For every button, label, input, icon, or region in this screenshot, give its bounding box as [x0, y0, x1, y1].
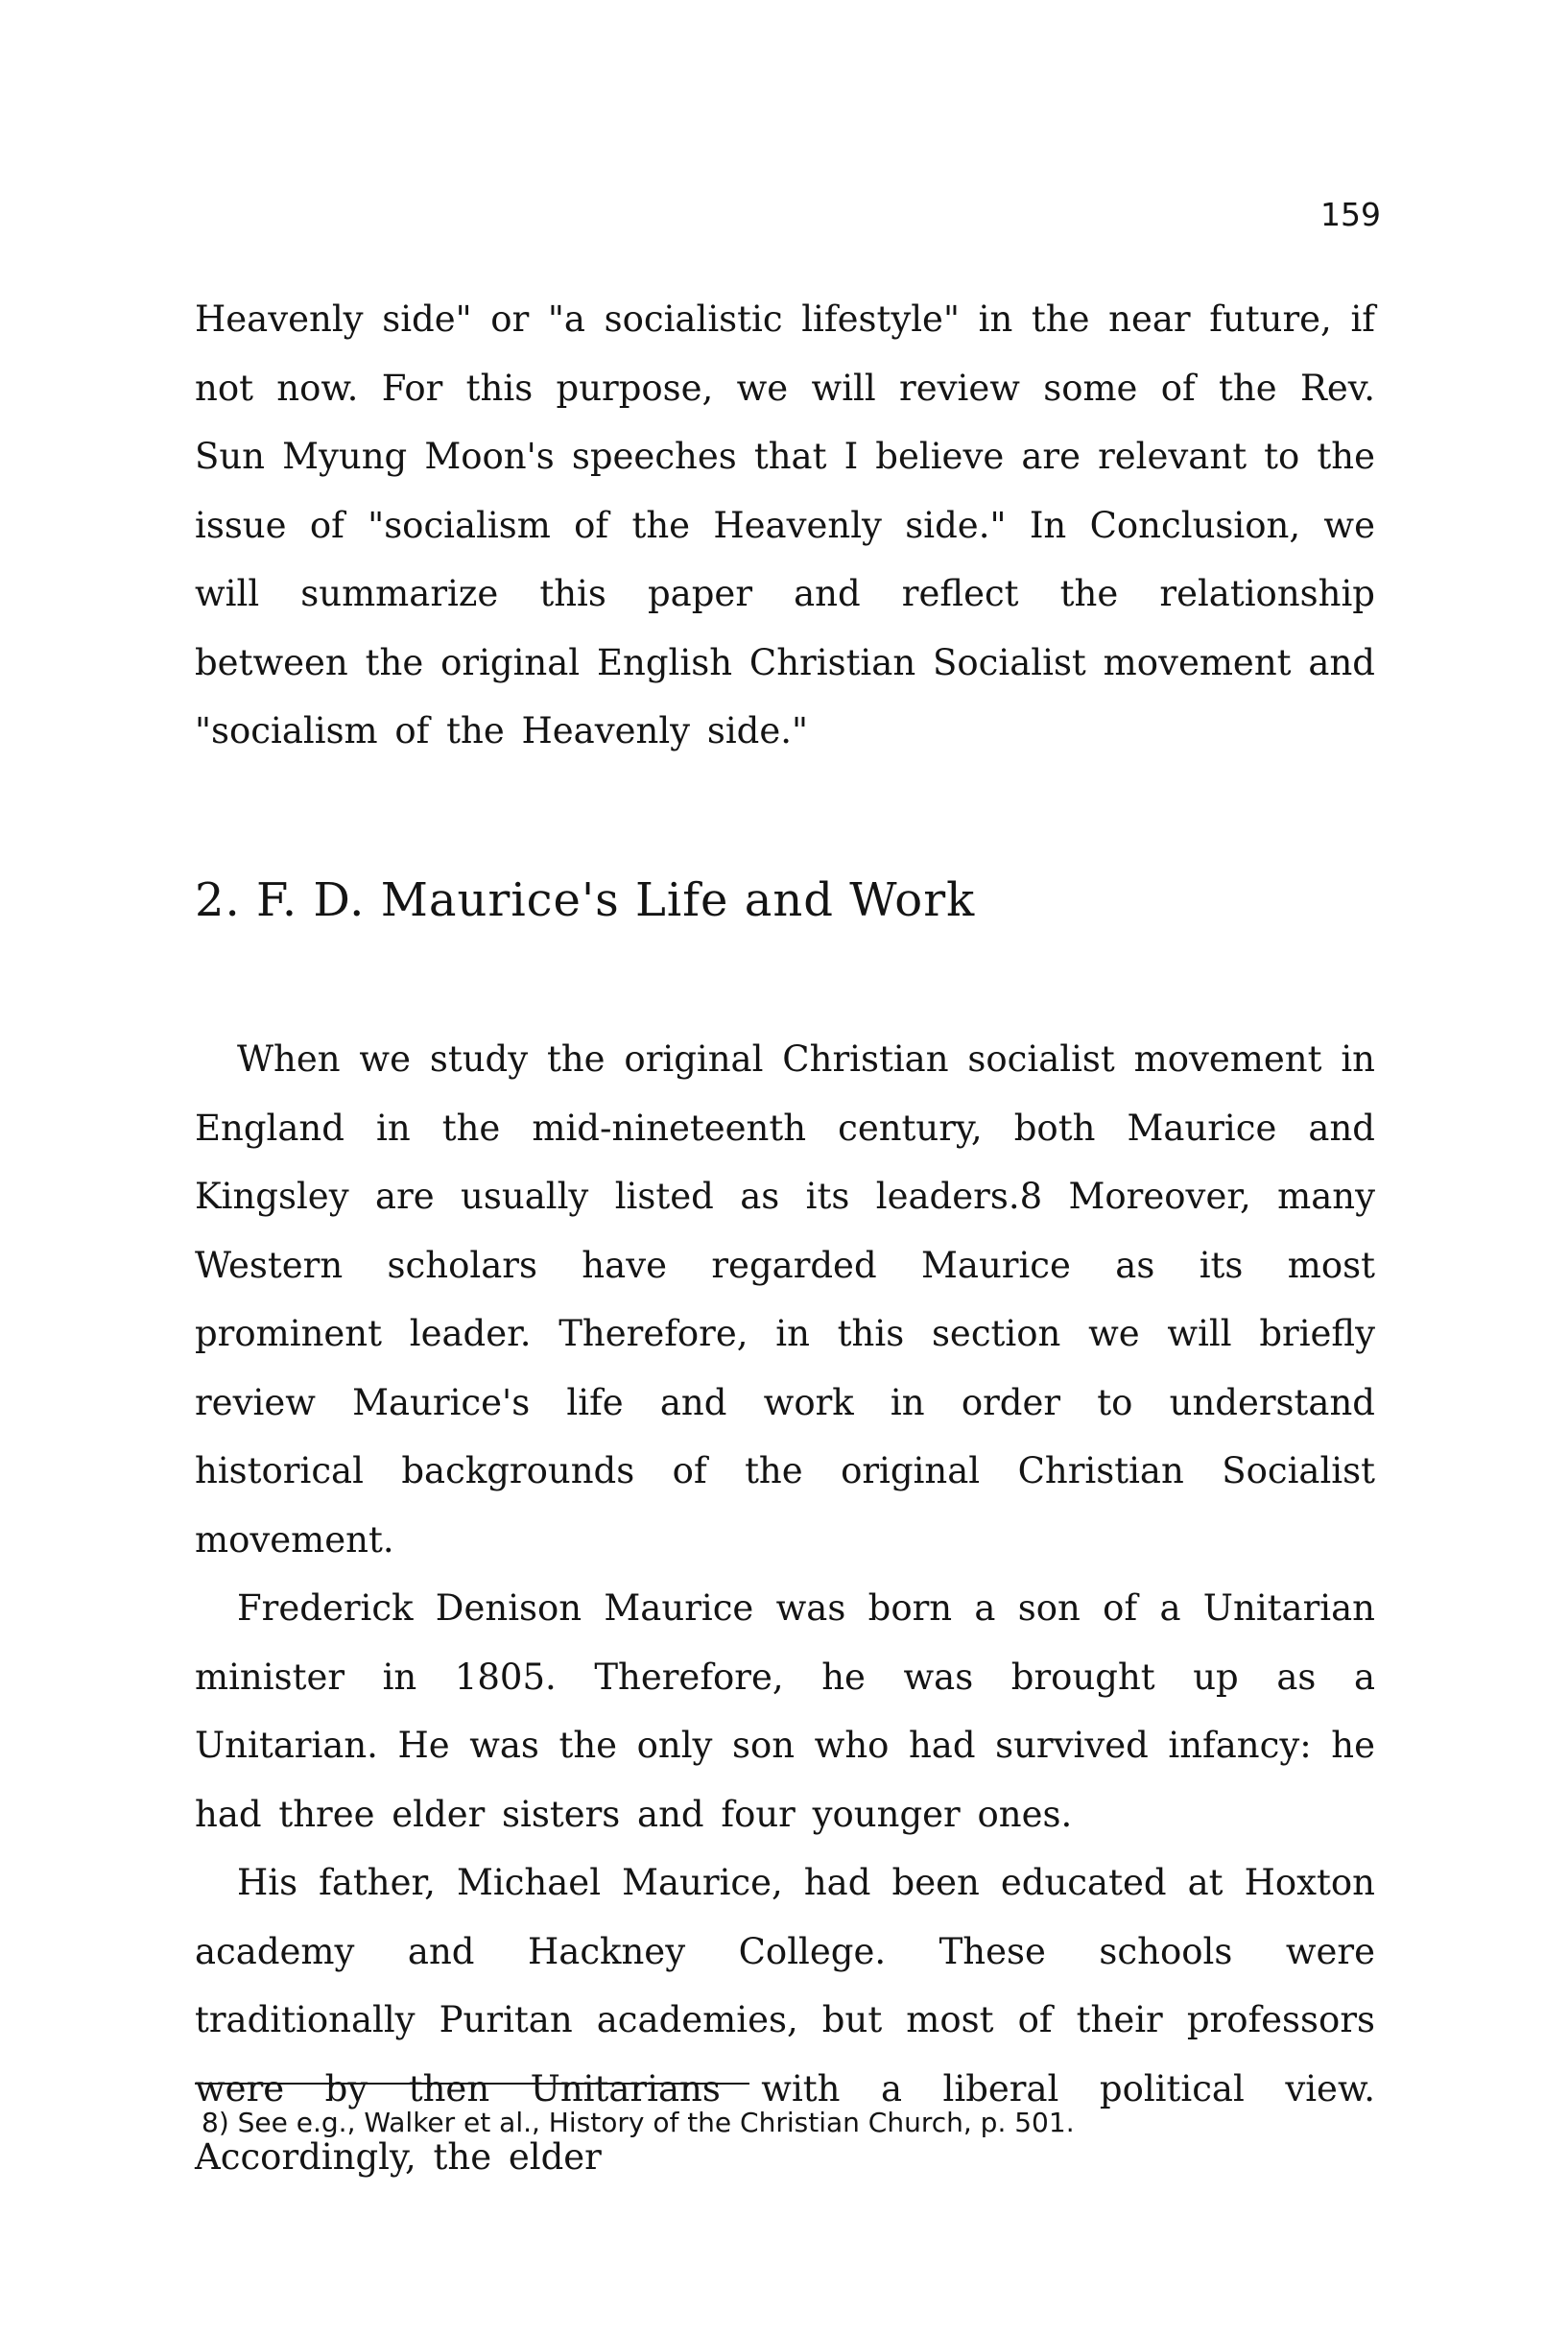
section-body — [195, 1025, 1375, 2192]
paragraph: Heavenly side" or "a socialistic lifestyle" in the near future, if not now. For this purpose, we will review some of the Rev. Sun Myung Moon's speeches that I believe are relevant to the issue of "socialism of the Heavenly side." In Conclusion, we will summarize this paper and reflect the relationship between the original English Christian Socialist movement and "socialism of the Heavenly side." — [195, 298, 1375, 751]
footnote: 8) See e.g., Walker et al., History of the Christian Church, p. 501. — [202, 2107, 1075, 2138]
paragraph: His father, Michael Maurice, had been educated at Hoxton academy and Hackney College. These schools were traditionally Puritan academies, but most of their professors were by then Unitarians with a liberal political view. Accordingly, the elder — [195, 1862, 1375, 2178]
footnote-divider — [195, 2083, 749, 2085]
paragraph: Frederick Denison Maurice was born a son of a Unitarian minister in 1805. Therefore, he was brought up as a Unitarian. He was the only son who had survived infancy: he had three elder sisters and four younger ones. — [195, 1587, 1375, 1835]
page-number: 159 — [1320, 196, 1381, 233]
section-heading: 2. F. D. Maurice's Life and Work — [195, 873, 976, 927]
paragraph: When we study the original Christian socialist movement in England in the mid-nineteenth century, both Maurice and Kingsley are usually listed as its leaders.8 Moreover, many Western scholars have regarded Maurice as its most prominent leader. Therefore, in this section we will briefly review Maurice's life and work in order to understand historical backgrounds of the original Christian Socialist movement. — [195, 1038, 1375, 1561]
intro-text — [195, 285, 1375, 766]
